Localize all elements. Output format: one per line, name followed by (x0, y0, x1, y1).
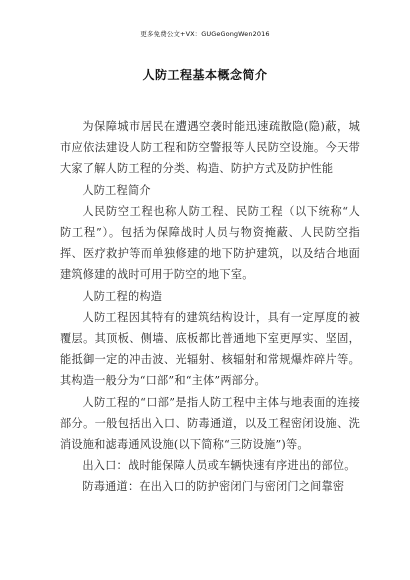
document-body (60, 116, 360, 498)
entrance-paragraph: 人防工程的“口部”是指人防工程中主体与地表面的连接部分。一般包括出入口、防毒通道，以及工程密闭设施、洗消设施和滤毒通风设施(以下简称“三防设施”)等。 (60, 395, 360, 452)
gas-channel-paragraph: 防毒通道：在出入口的防护密闭门与密闭门之间靠密 (82, 480, 345, 494)
intro-paragraph: 为保障城市居民在遭遇空袭时能迅速疏散隐(隐)蔽，城市应依法建设人防工程和防空警报等人民防空设施。今天带大家了解人防工程的分类、构造、防护方式及防护性能 (60, 120, 360, 176)
header-note: 更多免费公文+VX：GUGeGongWen2016 (140, 30, 270, 38)
structure-paragraph: 人防工程因其特有的建筑结构设计，具有一定厚度的被覆层。其顶板、侧墙、底板都比普通地下室更厚实、坚固，能抵御一定的冲击波、光辐射、核辐射和常规爆炸碎片等。其构造一般分为“口部”和“主体”两部分。 (60, 310, 360, 388)
exit-paragraph: 出入口：战时能保障人员或车辆快速有序进出的部位。 (82, 459, 356, 473)
document-title: 人防工程基本概念简介 (142, 68, 268, 82)
overview-paragraph: 人民防空工程也称人防工程、民防工程（以下统称“人防工程”）。包括为保障战时人员与物资掩蔽、人民防空指挥、医疗救护等而单独修建的地下防护建筑，以及结合地面建筑修建的战时可用于防空的地下室。 (60, 204, 360, 282)
section-heading-overview: 人防工程简介 (82, 183, 151, 197)
section-heading-structure: 人防工程的构造 (82, 289, 163, 303)
